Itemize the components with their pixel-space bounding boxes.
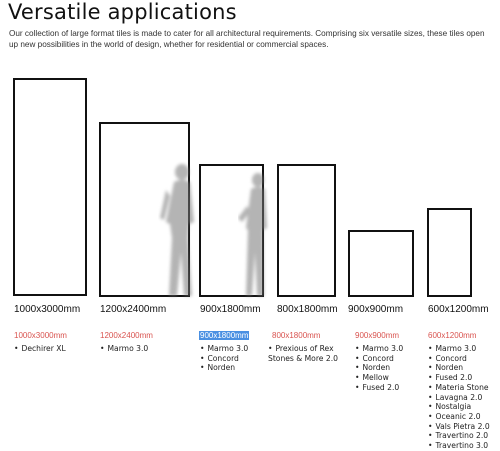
list-item: • Oceanic 2.0	[428, 411, 481, 421]
product-list	[14, 344, 68, 354]
list-item: • Nostalgia	[428, 402, 472, 412]
list-item: • Concord	[428, 353, 467, 363]
product-list	[428, 344, 490, 451]
product-list	[200, 344, 249, 373]
list-item: Stones & More 2.0	[268, 353, 338, 363]
list-item: • Marmo 3.0	[100, 344, 149, 353]
tile-outline-1000x3000	[13, 78, 87, 296]
size-column-900x900	[355, 325, 403, 393]
list-item: • Lavagna 2.0	[428, 392, 483, 402]
size-code-link[interactable]: 800x1800mm	[272, 331, 321, 340]
list-item: • Mellow	[355, 373, 389, 383]
dimension-label: 600x1200mm	[428, 304, 489, 315]
list-item: • Travertino 3.0	[428, 441, 489, 451]
size-column-1200x2400	[100, 325, 154, 354]
walking-man-silhouette	[158, 160, 202, 300]
list-item: • Marmo 3.0	[428, 344, 477, 353]
list-item: • Fused 2.0	[428, 373, 473, 383]
size-code-link[interactable]: 600x1200mm	[428, 331, 477, 340]
list-item: • Travertino 2.0	[428, 431, 489, 441]
list-item: • Concord	[200, 353, 239, 363]
list-item: • Marmo 3.0	[200, 344, 249, 353]
list-item: • Norden	[428, 363, 464, 373]
product-list	[355, 344, 403, 393]
tile-outline-600x1200	[427, 208, 472, 297]
product-list	[100, 344, 154, 354]
list-item: • Vals Pietra 2.0	[428, 421, 490, 431]
size-column-600x1200	[428, 325, 490, 451]
list-item: • Norden	[200, 363, 236, 373]
list-item: • Fused 2.0	[355, 382, 400, 392]
dimension-label: 800x1800mm	[277, 304, 338, 315]
size-code-link[interactable]: 1000x3000mm	[14, 331, 67, 340]
tile-outline-900x900	[348, 230, 414, 297]
intro-paragraph: Our collection of large format tiles is made to cater for all architectural requirements. Comprising six versatile sizes, these tiles open up new possibilities in the world of design, whether for residential or commercial spaces.	[9, 29, 485, 49]
list-item: • Norden	[355, 363, 391, 373]
dimension-label: 900x1800mm	[200, 304, 261, 315]
list-item: • Materia Stone	[428, 382, 489, 392]
dimension-label: 900x900mm	[348, 304, 404, 315]
size-column-1000x3000	[14, 325, 68, 354]
size-code-link-selected[interactable]: 900x1800mm	[200, 331, 249, 340]
size-column-800x1800	[268, 325, 338, 363]
size-column-900x1800	[200, 325, 249, 373]
page-title: Versatile applications	[8, 0, 237, 24]
list-item: • Concord	[355, 353, 394, 363]
dimension-label: 1000x3000mm	[14, 304, 81, 315]
list-item: • Dechirer XL	[14, 344, 66, 353]
size-code-link[interactable]: 900x900mm	[355, 331, 400, 340]
list-item: • Prexious of Rex	[268, 344, 334, 353]
standing-woman-silhouette	[238, 170, 272, 300]
tile-outline-800x1800	[277, 164, 336, 297]
list-item: • Marmo 3.0	[355, 344, 404, 353]
product-list	[268, 344, 338, 363]
dimension-label: 1200x2400mm	[100, 304, 167, 315]
size-code-link[interactable]: 1200x2400mm	[100, 331, 153, 340]
